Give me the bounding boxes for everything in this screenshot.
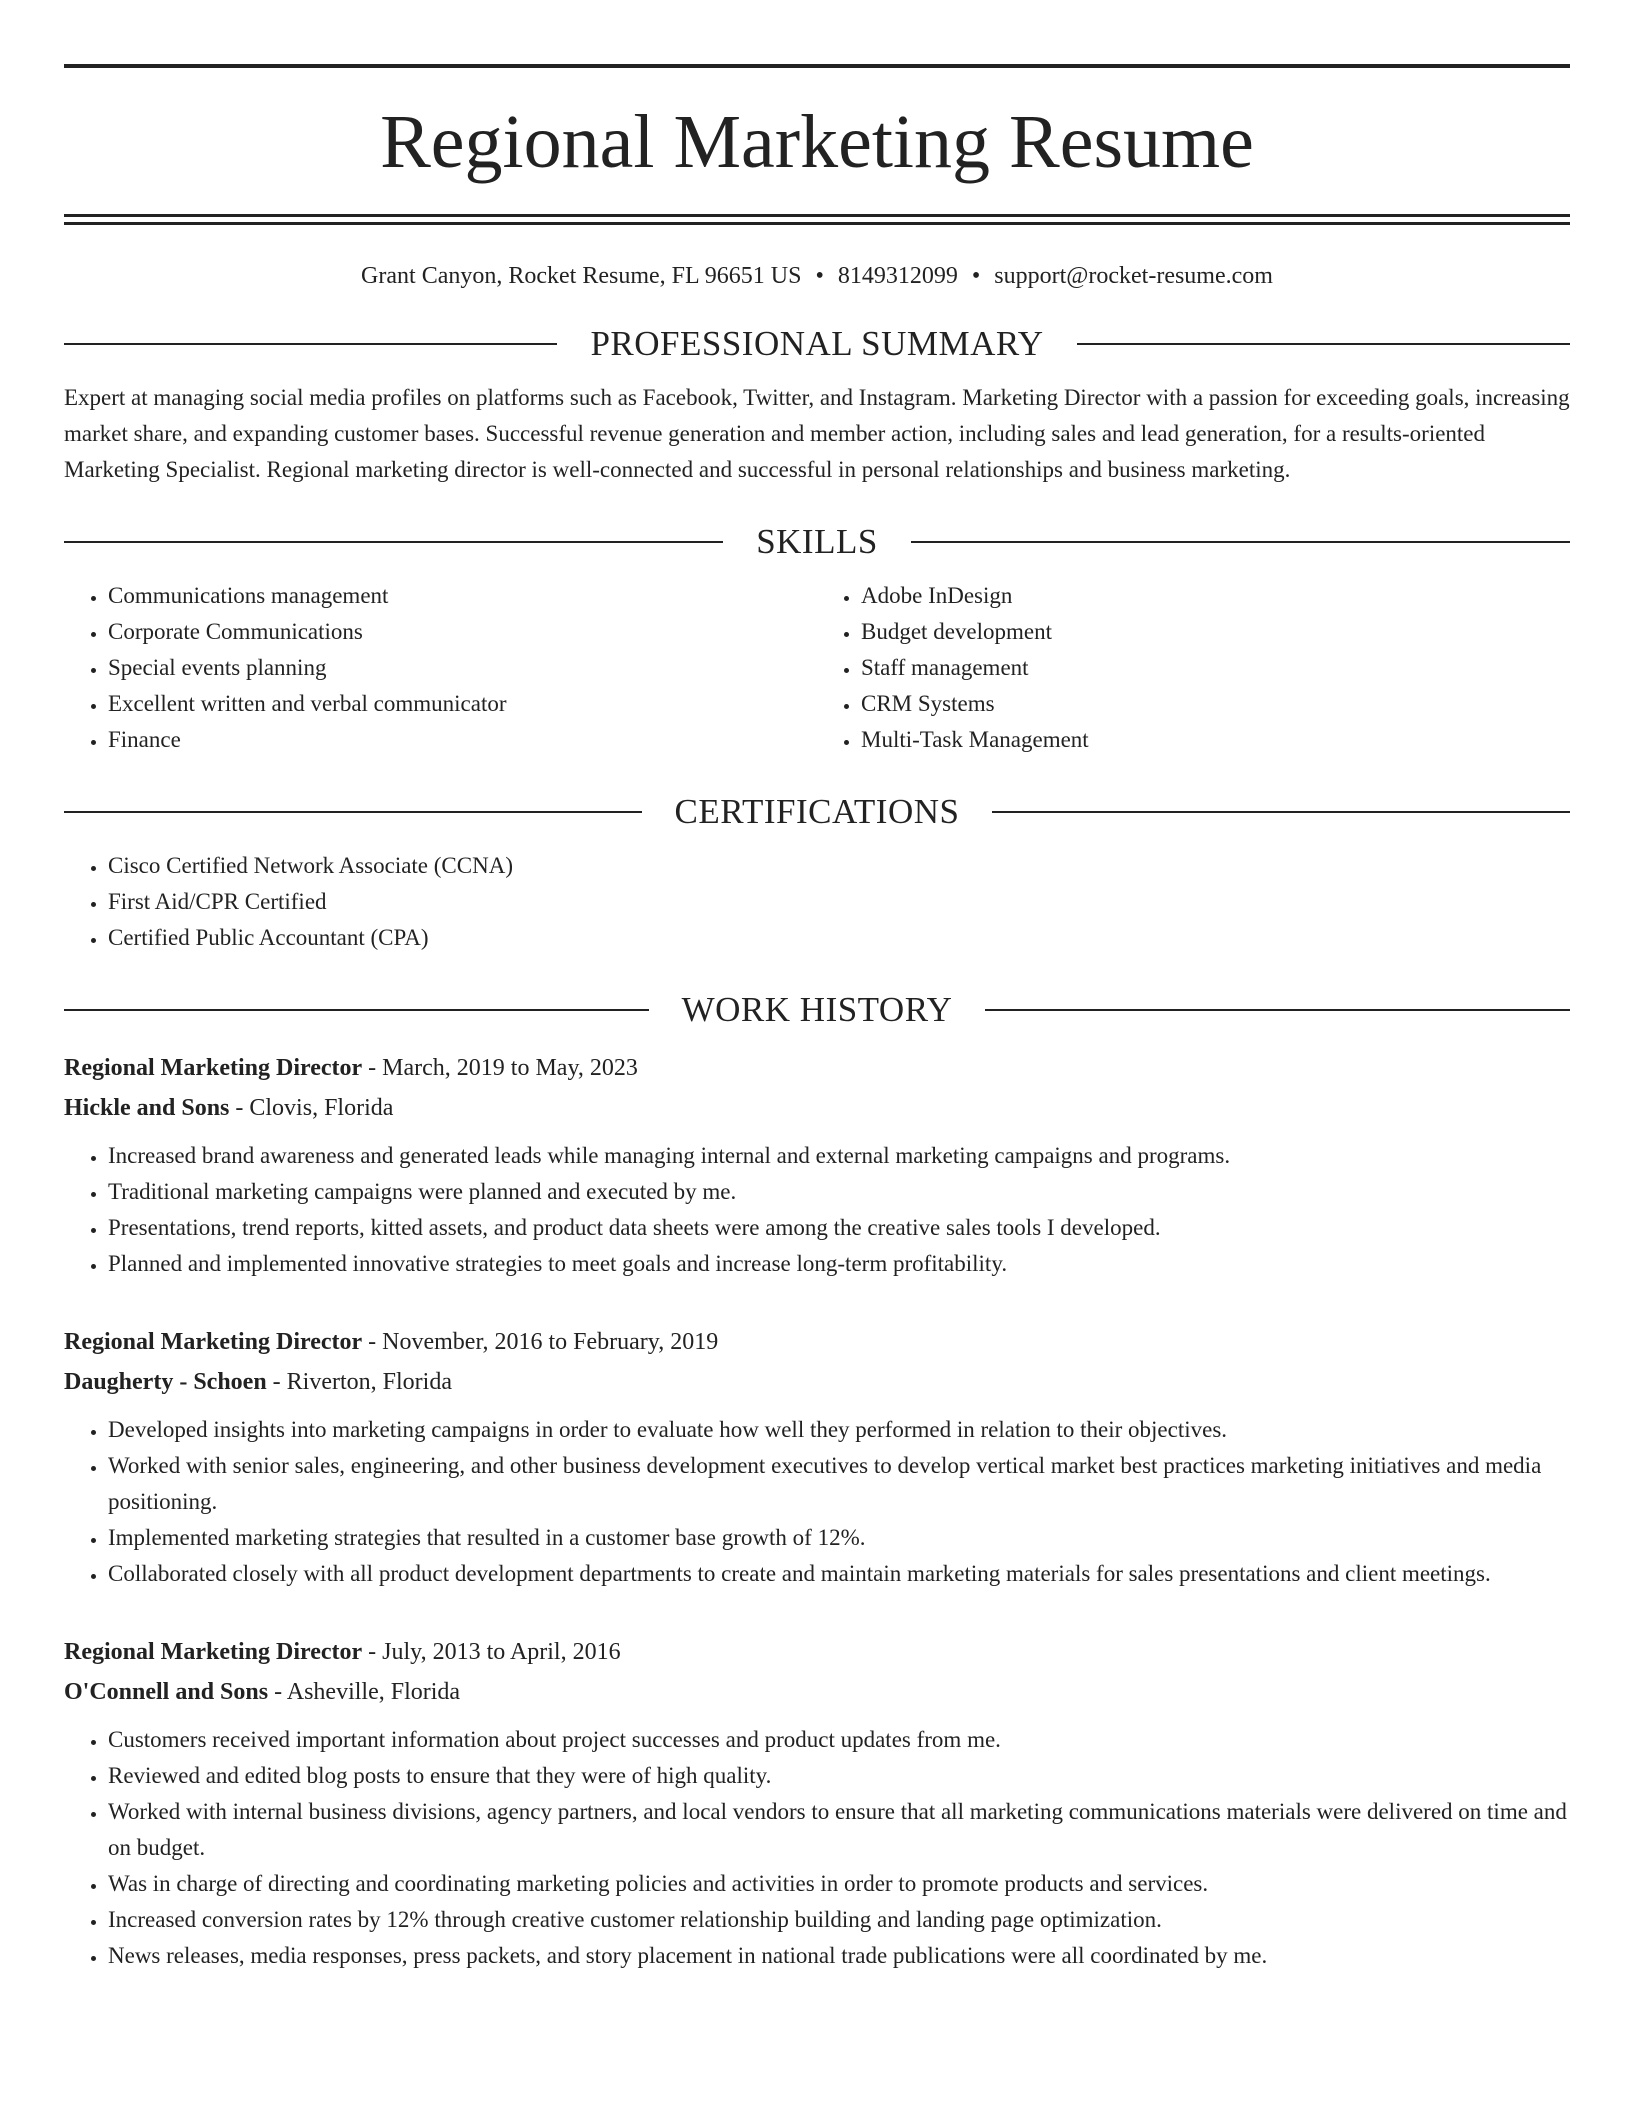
job-dates: - March, 2019 to May, 2023 bbox=[362, 1055, 638, 1081]
skill-item: • Finance bbox=[108, 722, 817, 758]
contact-line bbox=[64, 263, 1570, 290]
skills-heading: SKILLS bbox=[756, 522, 878, 561]
job-entry bbox=[64, 1322, 1570, 1592]
job-bullet: • Reviewed and edited blog posts to ensure that they were of high quality. bbox=[108, 1758, 1570, 1794]
work-section-header bbox=[64, 990, 1570, 1030]
skill-item: • Communications management bbox=[108, 578, 817, 614]
job-title-line bbox=[64, 1322, 1570, 1362]
top-rule bbox=[64, 64, 1570, 68]
job-bullet: • Developed insights into marketing campaigns in order to evaluate how well they performed in relation to their objectives. bbox=[108, 1412, 1570, 1448]
title-double-rule bbox=[64, 214, 1570, 225]
job-company-line bbox=[64, 1362, 1570, 1402]
job-company: O'Connell and Sons bbox=[64, 1679, 269, 1705]
resume-page bbox=[64, 64, 1570, 1974]
certification-item: • Cisco Certified Network Associate (CCNA) bbox=[108, 848, 1570, 884]
skills-columns bbox=[64, 578, 1570, 758]
job-bullet: • Worked with internal business divisions, agency partners, and local vendors to ensure that all marketing communications materials were delivered on time and on budget. bbox=[108, 1794, 1570, 1866]
job-bullets bbox=[64, 1138, 1570, 1282]
job-location: - Clovis, Florida bbox=[229, 1095, 394, 1121]
job-bullet: • Increased brand awareness and generated leads while managing internal and external marketing campaigns and programs. bbox=[108, 1138, 1570, 1174]
resume-title: Regional Marketing Resume bbox=[380, 100, 1254, 184]
job-entry bbox=[64, 1632, 1570, 1974]
job-company-line bbox=[64, 1672, 1570, 1712]
work-heading: WORK HISTORY bbox=[681, 990, 953, 1029]
section-rule bbox=[1077, 343, 1570, 345]
skill-item: • Corporate Communications bbox=[108, 614, 817, 650]
job-bullets bbox=[64, 1722, 1570, 1974]
contact-separator: • bbox=[815, 263, 824, 289]
job-bullet: • Traditional marketing campaigns were planned and executed by me. bbox=[108, 1174, 1570, 1210]
job-bullet: • Worked with senior sales, engineering, and other business development executives to develop vertical market best practices marketing initiatives and media positioning. bbox=[108, 1448, 1570, 1520]
section-rule bbox=[985, 1009, 1570, 1011]
job-bullet: • News releases, media responses, press packets, and story placement in national trade publications were all coordinated by me. bbox=[108, 1938, 1570, 1974]
skill-item: • Multi-Task Management bbox=[861, 722, 1570, 758]
job-entry bbox=[64, 1048, 1570, 1282]
job-bullet: • Planned and implemented innovative strategies to meet goals and increase long-term profitability. bbox=[108, 1246, 1570, 1282]
job-dates: - November, 2016 to February, 2019 bbox=[362, 1329, 719, 1355]
job-company: Hickle and Sons bbox=[64, 1095, 230, 1121]
certifications-heading: CERTIFICATIONS bbox=[674, 792, 960, 831]
summary-text: Expert at managing social media profiles on platforms such as Facebook, Twitter, and Instagram. Marketing Director with a passion for exceeding goals, increasing market share, and expanding customer bases. Successful revenue generation and member action, including sales and lead generation, for a results-oriented Marketing Specialist. Regional marketing director is well-connected and successful in personal relationships and business marketing. bbox=[64, 385, 1570, 482]
job-bullet: • Collaborated closely with all product development departments to create and maintain marketing materials for sales presentations and client meetings. bbox=[108, 1556, 1570, 1592]
section-rule bbox=[992, 811, 1570, 813]
job-bullet: • Was in charge of directing and coordinating marketing policies and activities in order to promote products and services. bbox=[108, 1866, 1570, 1902]
job-title-line bbox=[64, 1632, 1570, 1672]
skill-item: • CRM Systems bbox=[861, 686, 1570, 722]
skill-item: • Excellent written and verbal communicator bbox=[108, 686, 817, 722]
contact-address: Grant Canyon, Rocket Resume, FL 96651 US bbox=[361, 263, 802, 289]
certifications-list bbox=[64, 848, 1570, 956]
section-rule bbox=[64, 343, 557, 345]
skill-item: • Adobe InDesign bbox=[861, 578, 1570, 614]
certifications-section-header bbox=[64, 792, 1570, 832]
contact-separator: • bbox=[971, 263, 981, 289]
job-bullet: • Implemented marketing strategies that resulted in a customer base growth of 12%. bbox=[108, 1520, 1570, 1556]
job-company-line bbox=[64, 1088, 1570, 1128]
skill-item: • Staff management bbox=[861, 650, 1570, 686]
job-dates: - July, 2013 to April, 2016 bbox=[362, 1639, 621, 1665]
certification-item: • First Aid/CPR Certified bbox=[108, 884, 1570, 920]
skills-list-left bbox=[64, 578, 817, 758]
skills-section-header bbox=[64, 522, 1570, 562]
job-bullet: • Presentations, trend reports, kitted assets, and product data sheets were among the creative sales tools I developed. bbox=[108, 1210, 1570, 1246]
job-location: - Riverton, Florida bbox=[266, 1369, 452, 1395]
job-bullets bbox=[64, 1412, 1570, 1592]
certification-item: • Certified Public Accountant (CPA) bbox=[108, 920, 1570, 956]
contact-phone: 8149312099 bbox=[837, 263, 958, 289]
summary-heading: PROFESSIONAL SUMMARY bbox=[590, 324, 1044, 363]
job-bullet: • Increased conversion rates by 12% through creative customer relationship building and landing page optimization. bbox=[108, 1902, 1570, 1938]
section-rule bbox=[911, 541, 1570, 543]
skills-list-right bbox=[817, 578, 1570, 758]
job-bullet: • Customers received important information about project successes and product updates from me. bbox=[108, 1722, 1570, 1758]
skill-item: • Budget development bbox=[861, 614, 1570, 650]
section-rule bbox=[64, 811, 642, 813]
summary-section-header bbox=[64, 324, 1570, 364]
contact-email: support@rocket-resume.com bbox=[994, 263, 1273, 289]
section-rule bbox=[64, 1009, 649, 1011]
job-title: Regional Marketing Director bbox=[64, 1329, 363, 1355]
skill-item: • Special events planning bbox=[108, 650, 817, 686]
job-title: Regional Marketing Director bbox=[64, 1055, 363, 1081]
section-rule bbox=[64, 541, 723, 543]
job-company: Daugherty - Schoen bbox=[64, 1369, 267, 1395]
job-title: Regional Marketing Director bbox=[64, 1639, 363, 1665]
job-location: - Asheville, Florida bbox=[268, 1679, 461, 1705]
job-title-line bbox=[64, 1048, 1570, 1088]
